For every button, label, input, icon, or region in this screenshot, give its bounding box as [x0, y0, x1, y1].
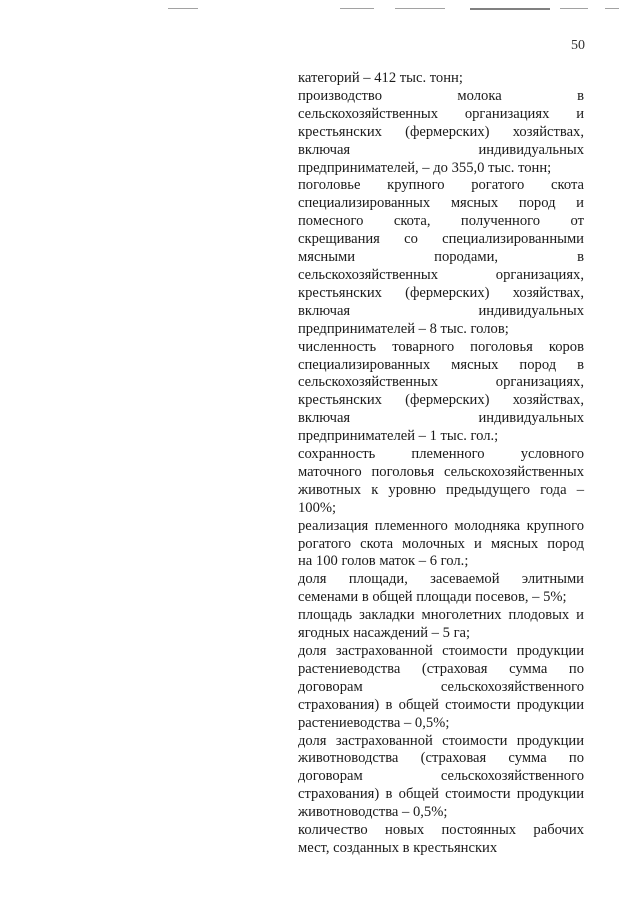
text-line: включая индивидуальных: [298, 141, 584, 158]
text-line: животноводства (страховая сумма по: [298, 750, 584, 767]
paragraph: [298, 607, 584, 643]
text-line: страхования) в общей стоимости продукции: [298, 696, 584, 713]
text-line: производство молока в: [298, 87, 584, 104]
text-line: скрещивания со специализированными: [298, 231, 584, 248]
text-line: крестьянских (фермерских) хозяйствах,: [298, 123, 584, 140]
text-line: на 100 голов маток – 6 гол.;: [298, 553, 469, 570]
text-line: сельскохозяйственных организациях,: [298, 374, 584, 391]
text-line: численность товарного поголовья коров: [298, 338, 584, 355]
text-line: поголовье крупного рогатого скота: [298, 177, 584, 194]
paragraph: [298, 822, 584, 858]
scan-artifact: [340, 8, 374, 9]
text-line: крестьянских (фермерских) хозяйствах,: [298, 392, 584, 409]
scan-artifact: [560, 8, 588, 9]
text-line: помесного скота, полученного от: [298, 213, 584, 230]
text-line: предпринимателей – 8 тыс. голов;: [298, 320, 509, 337]
text-line: растениеводства (страховая сумма по: [298, 660, 584, 677]
text-line: доля застрахованной стоимости продукции: [298, 732, 584, 749]
scan-artifact: [395, 8, 445, 9]
text-line: животноводства – 0,5%;: [298, 804, 448, 821]
scan-artifact: [470, 8, 550, 10]
text-line: маточного поголовья сельскохозяйственных: [298, 463, 584, 480]
text-line: площадь закладки многолетних плодовых и: [298, 607, 584, 624]
text-line: страхования) в общей стоимости продукции: [298, 786, 584, 803]
paragraph: [298, 177, 584, 338]
text-line: реализация племенного молодняка крупного: [298, 517, 584, 534]
paragraph: [298, 733, 584, 823]
text-line: доля застрахованной стоимости продукции: [298, 643, 584, 659]
text-line: мясными породами, в: [298, 249, 584, 266]
text-line: категорий – 412 тыс. тонн;: [298, 70, 463, 86]
text-line: включая индивидуальных: [298, 410, 584, 427]
scan-artifact: [605, 8, 619, 9]
paragraph: [298, 339, 584, 446]
text-line: договорам сельскохозяйственного: [298, 678, 584, 695]
text-line: мест, созданных в крестьянских: [298, 839, 498, 856]
text-line: животных к уровню предыдущего года –: [298, 481, 584, 498]
text-line: ягодных насаждений – 5 га;: [298, 625, 471, 642]
text-line: 100%;: [298, 499, 337, 516]
document-body: [298, 70, 584, 858]
text-line: рогатого скота молочных и мясных пород: [298, 535, 584, 552]
text-line: включая индивидуальных: [298, 302, 584, 319]
paragraph: [298, 446, 584, 518]
text-line: специализированных мясных пород в: [298, 356, 584, 373]
paragraph: [298, 643, 584, 733]
paragraph: [298, 518, 584, 572]
text-line: доля площади, засеваемой элитными: [298, 571, 584, 588]
paragraph: [298, 571, 584, 607]
text-line: предпринимателей – 1 тыс. гол.;: [298, 428, 499, 445]
text-line: количество новых постоянных рабочих: [298, 822, 584, 839]
text-line: предпринимателей, – до 355,0 тыс. тонн;: [298, 159, 552, 176]
text-line: сельскохозяйственных организациях,: [298, 266, 584, 283]
scan-artifact: [168, 8, 198, 9]
text-line: крестьянских (фермерских) хозяйствах,: [298, 284, 584, 301]
text-line: сельскохозяйственных организациях и: [298, 105, 584, 122]
text-line: сохранность племенного условного: [298, 446, 584, 463]
text-line: договорам сельскохозяйственного: [298, 768, 584, 785]
paragraph: [298, 70, 584, 88]
text-line: семенами в общей площади посевов, – 5%;: [298, 589, 567, 606]
text-line: растениеводства – 0,5%;: [298, 714, 450, 731]
page-number: 50: [571, 38, 585, 53]
text-line: специализированных мясных пород и: [298, 195, 584, 212]
paragraph: [298, 88, 584, 178]
